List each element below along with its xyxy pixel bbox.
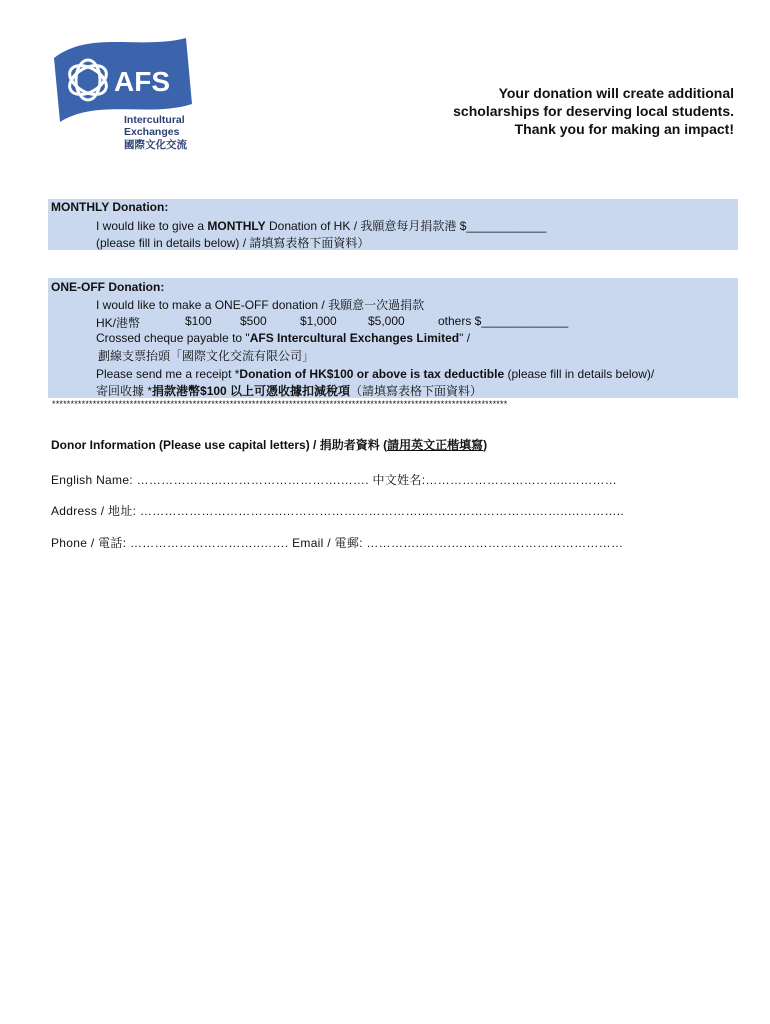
amount-option-1000[interactable]: $1,000	[300, 314, 337, 328]
thanks-line-3: Thank you for making an impact!	[514, 121, 734, 137]
currency-label: HK/港幣	[96, 316, 141, 330]
logo-line-3: 國際文化交流	[124, 139, 187, 151]
amount-option-others[interactable]: others $_____________	[438, 314, 569, 328]
amount-option-500[interactable]: $500	[240, 314, 267, 328]
phone-email-field[interactable]: Phone / 電話: …………………………..……. Email / 電郵: …………..…….……………………………………	[51, 536, 624, 550]
receipt-line: Please send me a receipt *Donation of HK$100 or above is tax deductible (please fill in details below)/	[96, 367, 655, 381]
oneoff-donation-section	[48, 278, 738, 398]
thanks-line-1: Your donation will create additional	[498, 85, 734, 101]
logo-line-1: Intercultural	[124, 114, 185, 126]
logo-brand: AFS	[114, 66, 170, 97]
logo-line-2: Exchanges	[124, 126, 180, 138]
thank-you-message	[314, 84, 734, 138]
english-name-field[interactable]: English Name: ………………….……………………….……. 中文姓名:……………………………..…………	[51, 473, 618, 487]
afs-flag-icon	[50, 36, 200, 126]
receipt-line-zh: 寄回收據 *捐款港幣$100 以上可憑收據扣減稅項（請填寫表格下面資料）	[96, 384, 483, 398]
oneoff-line-1: I would like to make a ONE-OFF donation / 我願意一次過捐款	[96, 298, 425, 312]
monthly-title: MONTHLY Donation:	[51, 200, 169, 214]
thanks-line-2: scholarships for deserving local students.	[453, 103, 734, 119]
monthly-donation-section	[48, 199, 738, 250]
separator-line: ***************************************************************************************************************************	[52, 399, 508, 409]
amount-option-5000[interactable]: $5,000	[368, 314, 405, 328]
monthly-line-1: I would like to give a MONTHLY Donation of HK / 我願意每月捐款港 $____________	[96, 219, 547, 233]
oneoff-title: ONE-OFF Donation:	[51, 280, 165, 294]
amount-option-100[interactable]: $100	[185, 314, 212, 328]
cheque-line-zh: 劃線支票抬頭「國際文化交流有限公司」	[98, 349, 315, 363]
afs-logo	[50, 36, 200, 151]
address-field[interactable]: Address / 地址: ……………………………..…………………………….……………………….……..…………..	[51, 504, 625, 518]
cheque-line: Crossed cheque payable to "AFS Intercultural Exchanges Limited" /	[96, 331, 471, 345]
monthly-line-2: (please fill in details below) / 請填寫表格下面資料）	[96, 236, 370, 250]
donor-info-title: Donor Information (Please use capital letters) / 捐助者資料 (請用英文正楷填寫)	[51, 438, 488, 452]
